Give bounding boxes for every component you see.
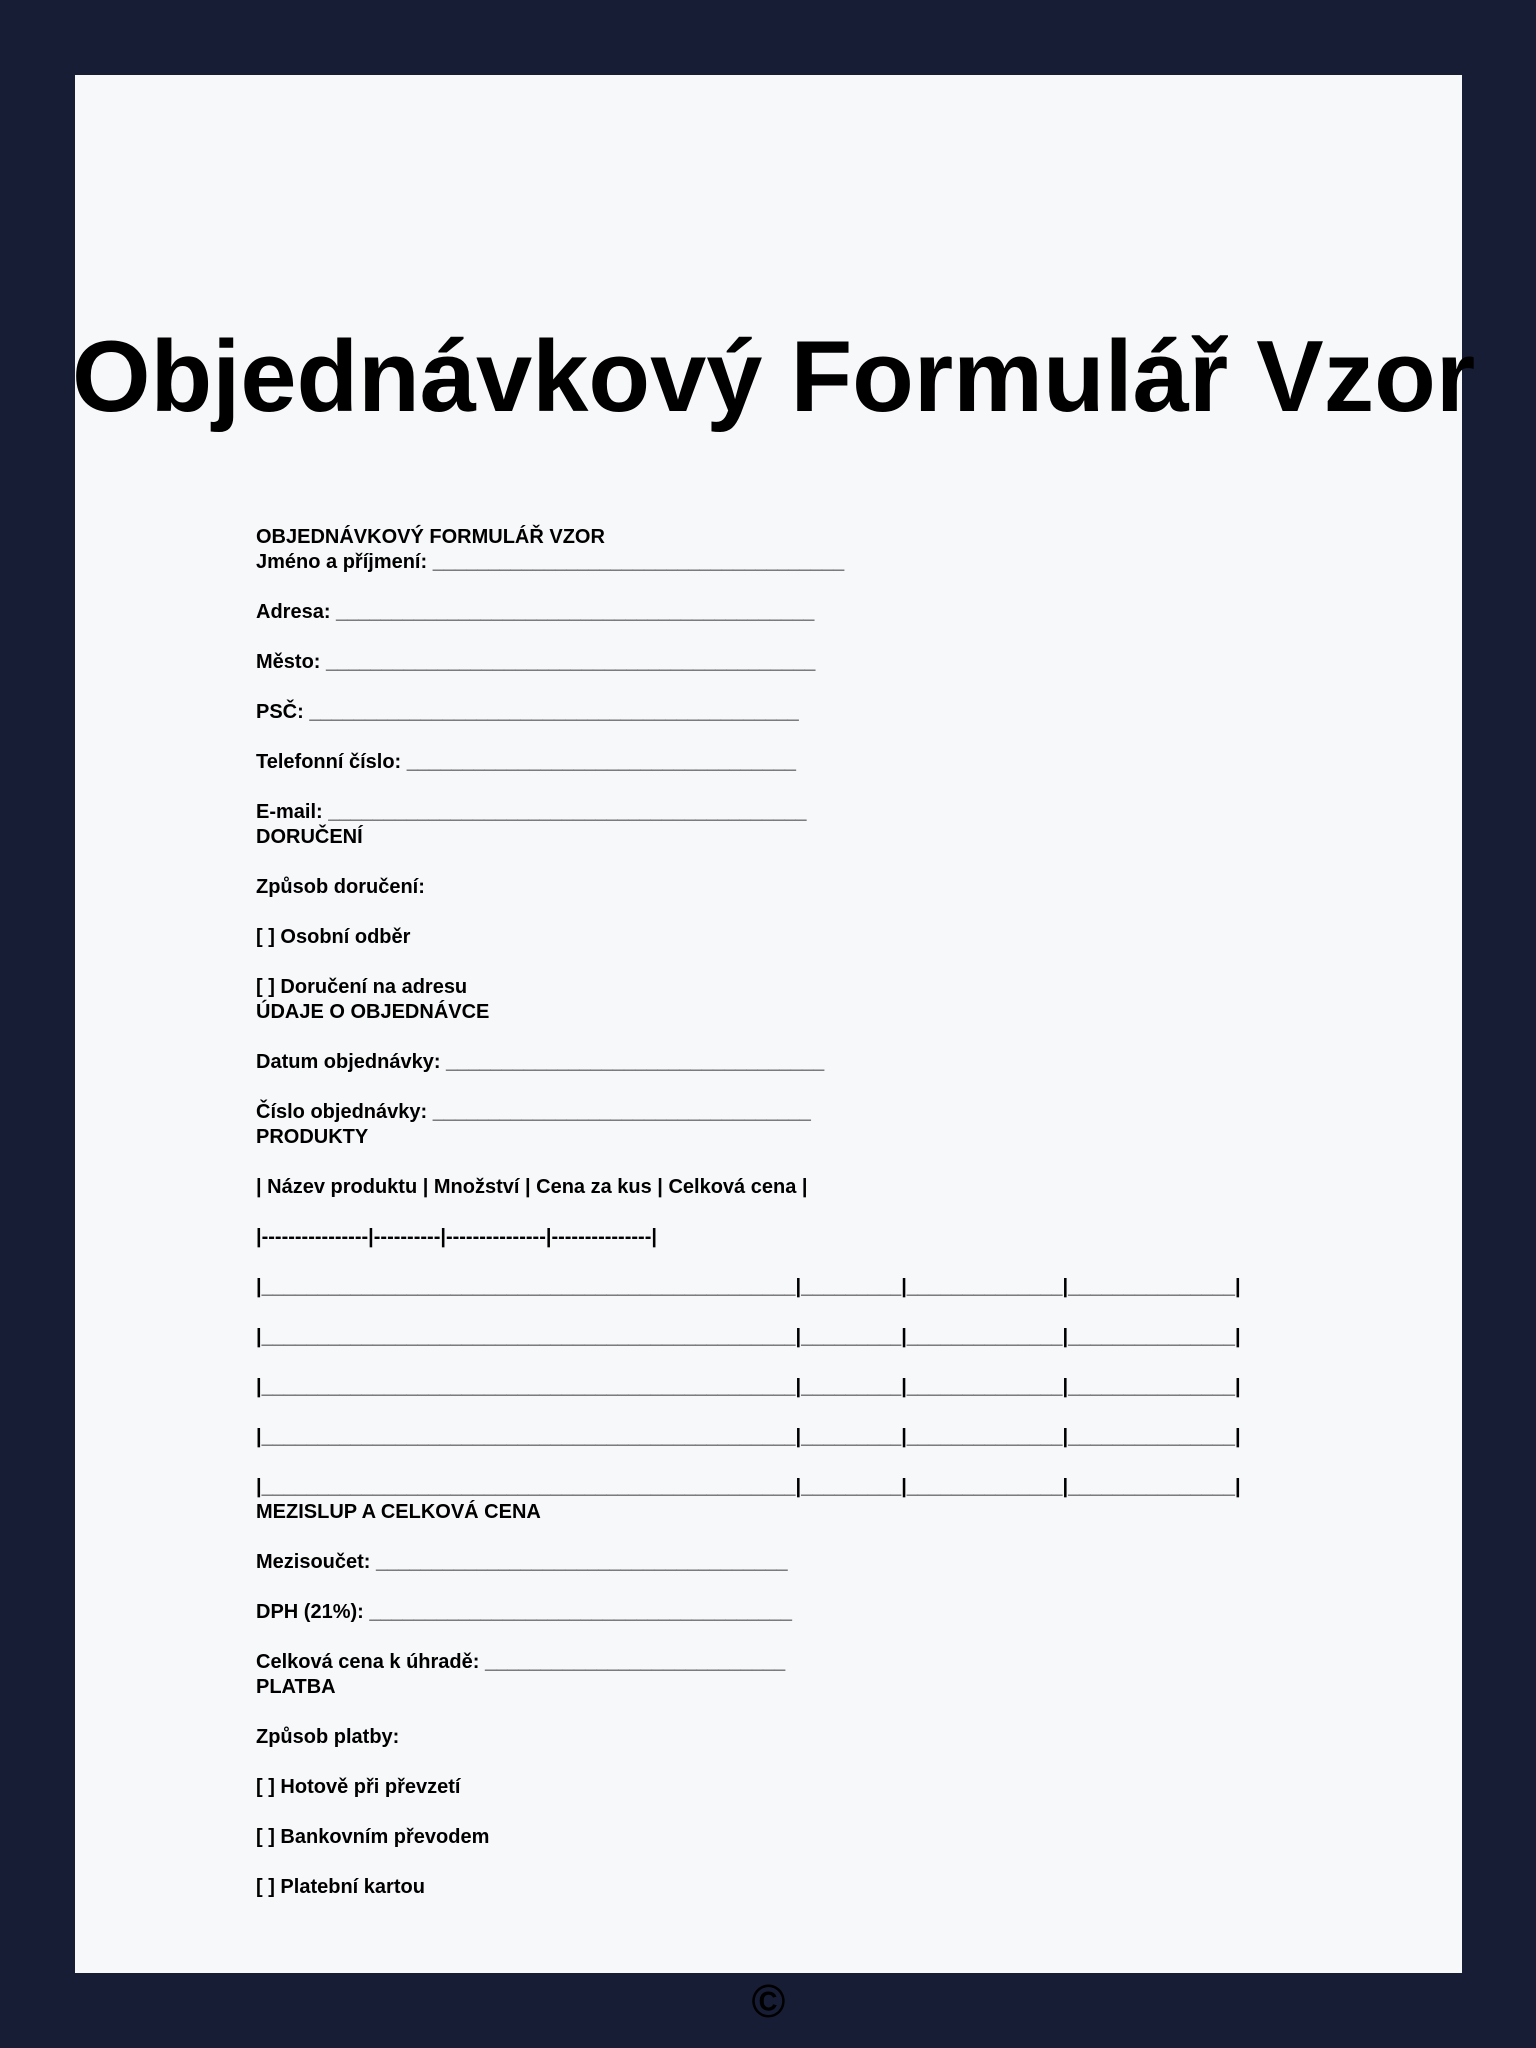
form-line: [ ] Bankovním převodem [256,1826,490,1848]
form-line: Telefonní číslo: ___________________________________ [256,751,797,773]
form-line: |________________________________________________|_________|______________|_______________| [256,1276,1241,1298]
blank-line [256,1850,1241,1875]
form-text [256,525,1241,1900]
form-line: |________________________________________________|_________|______________|_______________| [256,1476,1241,1498]
form-line: PSČ: ____________________________________________ [256,701,799,723]
blank-line [256,1575,1241,1600]
form-line: Číslo objednávky: __________________________________ [256,1101,811,1123]
form-line: DORUČENÍ [256,826,363,848]
blank-line [256,1150,1241,1175]
blank-line [256,575,1241,600]
blank-line [256,675,1241,700]
form-line: |________________________________________________|_________|______________|_______________| [256,1426,1241,1448]
blank-line [256,1250,1241,1275]
blank-line [256,1525,1241,1550]
blank-line [256,1625,1241,1650]
form-line: DPH (21%): ______________________________________ [256,1601,793,1623]
form-line: MEZISLUP A CELKOVÁ CENA [256,1501,541,1523]
blank-line [256,1450,1241,1475]
blank-line [256,775,1241,800]
blank-line [256,1350,1241,1375]
form-line: ÚDAJE O OBJEDNÁVCE [256,1001,490,1023]
form-line: Adresa: ___________________________________________ [256,601,815,623]
form-line: Datum objednávky: __________________________________ [256,1051,825,1073]
form-line: OBJEDNÁVKOVÝ FORMULÁŘ VZOR [256,526,605,548]
blank-line [256,900,1241,925]
blank-line [256,1700,1241,1725]
form-line: Celková cena k úhradě: ___________________________ [256,1651,786,1673]
blank-line [256,950,1241,975]
copyright-icon: © [751,1975,786,2027]
form-line: [ ] Doručení na adresu [256,976,468,998]
blank-line [256,1200,1241,1225]
form-line: | Název produktu | Množství | Cena za kus | Celková cena | [256,1176,808,1198]
form-line: Způsob doručení: [256,876,425,898]
blank-line [256,1800,1241,1825]
form-line: PLATBA [256,1676,336,1698]
blank-line [256,1025,1241,1050]
blank-line [256,1750,1241,1775]
form-line: Jméno a příjmení: _____________________________________ [256,551,845,573]
blank-line [256,625,1241,650]
blank-line [256,725,1241,750]
form-line: Mezisoučet: _____________________________________ [256,1551,788,1573]
form-line: |________________________________________________|_________|______________|_______________| [256,1376,1241,1398]
form-line: Způsob platby: [256,1726,400,1748]
form-line: PRODUKTY [256,1126,369,1148]
form-line: |----------------|----------|---------------|---------------| [256,1226,657,1248]
document-sheet [72,75,1476,2027]
form-line: |________________________________________________|_________|______________|_______________| [256,1326,1241,1348]
blank-line [256,1075,1241,1100]
blank-line [256,1400,1241,1425]
form-line: Město: ____________________________________________ [256,651,816,673]
form-line: [ ] Hotově při převzetí [256,1776,461,1798]
page-title: Objednávkový Formulář Vzor [72,321,1476,433]
form-line: E-mail: ___________________________________________ [256,801,807,823]
blank-line [256,1300,1241,1325]
blank-line [256,850,1241,875]
form-line: [ ] Osobní odběr [256,926,411,948]
form-line: [ ] Platební kartou [256,1876,425,1898]
